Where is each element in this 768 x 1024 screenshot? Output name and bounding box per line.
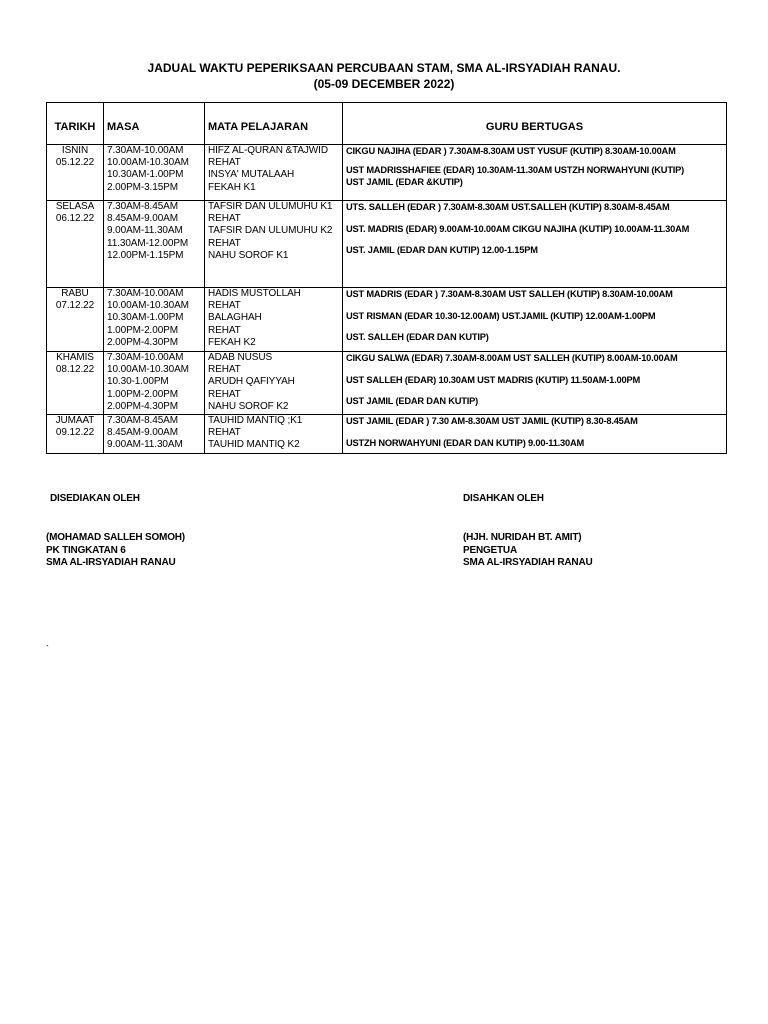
subject: REHAT <box>208 237 241 249</box>
time-slot: 10.00AM-10.30AM <box>107 300 189 312</box>
day-name: KHAMIS <box>56 352 94 363</box>
subject: HADIS MUSTOLLAH <box>208 288 301 299</box>
preparer-name: (MOHAMAD SALLEH SOMOH) <box>46 532 185 543</box>
approver-position: PENGETUA <box>463 544 517 556</box>
time-slot: 2.00PM-3.15PM <box>107 181 178 193</box>
time-slot: 1.00PM-2.00PM <box>107 324 178 336</box>
subject: NAHU SOROF K2 <box>208 400 289 412</box>
time-slot: 2.00PM-4.30PM <box>107 336 178 348</box>
approved-by-label: DISAHKAN OLEH <box>463 493 544 504</box>
duty-entry: CIKGU NAJIHA (EDAR ) 7.30AM-8.30AM UST YUSUF (KUTIP) 8.30AM-10.00AM <box>346 146 676 156</box>
subject: TAUHID MANTIQ K2 <box>208 439 300 451</box>
table-header-row <box>47 103 727 145</box>
preparer-signature-block <box>46 532 185 570</box>
duty-entry: UTS. SALLEH (EDAR ) 7.30AM-8.30AM UST.SALLEH (KUTIP) 8.30AM-8.45AM <box>346 202 670 212</box>
duty-entry: UST MADRISSHAFIEE (EDAR) 10.30AM-11.30AM USTZH NORWAHYUNI (KUTIP) <box>346 164 685 175</box>
approver-name: (HJH. NURIDAH BT. AMIT) <box>463 532 582 543</box>
time-slot: 7.30AM-10.00AM <box>107 288 184 299</box>
subject: REHAT <box>208 324 241 336</box>
time-slot: 8.45AM-9.00AM <box>107 213 178 225</box>
duty-entry: UST. SALLEH (EDAR DAN KUTIP) <box>346 332 489 342</box>
subject: REHAT <box>208 213 241 225</box>
approver-signature-block <box>463 532 593 570</box>
time-slot: 9.00AM-11.30AM <box>107 439 183 451</box>
exam-timetable <box>46 102 727 454</box>
date: 08.12.22 <box>55 364 95 376</box>
subject: REHAT <box>208 157 241 169</box>
subject-cell <box>205 415 343 454</box>
time-slot: 7.30AM-8.45AM <box>107 201 178 212</box>
approver-school: SMA AL-IRSYADIAH RANAU <box>463 557 593 568</box>
subject: ADAB NUSUS <box>208 352 273 363</box>
time-slot: 1.00PM-2.00PM <box>107 388 178 400</box>
duty-entry: UST JAMIL (EDAR DAN KUTIP) <box>346 396 479 406</box>
subject: TAUHID MANTIQ ;K1 <box>208 415 303 426</box>
date-cell <box>47 352 104 415</box>
subject: INSYA' MUTALAAH <box>208 169 295 181</box>
stray-mark: ` <box>46 644 49 654</box>
preparer-position: PK TINGKATAN 6 <box>46 544 126 556</box>
duty-entry: UST JAMIL (EDAR &KUTIP) <box>346 177 463 187</box>
time-cell <box>104 145 205 201</box>
time-cell <box>104 352 205 415</box>
time-slot: 8.45AM-9.00AM <box>107 427 178 439</box>
document-date-range: (05-09 DECEMBER 2022) <box>313 77 455 91</box>
subject: REHAT <box>208 388 241 400</box>
duty-entry: UST. JAMIL (EDAR DAN KUTIP) 12.00-1.15PM <box>346 245 538 255</box>
time-slot: 7.30AM-8.45AM <box>107 415 178 426</box>
duty-teacher-cell <box>343 352 727 415</box>
time-slot: 10.00AM-10.30AM <box>107 364 189 376</box>
duty-entry: UST SALLEH (EDAR) 10.30AM UST MADRIS (KUTIP) 11.50AM-1.00PM <box>346 374 641 385</box>
time-slot: 10.30AM-1.00PM <box>107 312 184 324</box>
duty-entry: UST RISMAN (EDAR 10.30-12.00AM) UST.JAMIL (KUTIP) 12.00AM-1.00PM <box>346 310 656 321</box>
prepared-by-label: DISEDIAKAN OLEH <box>50 493 140 504</box>
date: 06.12.22 <box>55 213 95 225</box>
duty-entry: UST. MADRIS (EDAR) 9.00AM-10.00AM CIKGU NAJIHA (KUTIP) 10.00AM-11.30AM <box>346 223 690 234</box>
duty-teacher-cell <box>343 288 727 352</box>
table-row <box>47 145 727 201</box>
subject: TAFSIR DAN ULUMUHU K2 <box>208 225 333 237</box>
time-cell <box>104 288 205 352</box>
time-slot: 10.30-1.00PM <box>107 376 169 388</box>
header-guru-bertugas: GURU BERTUGAS <box>343 103 727 145</box>
time-slot: 11.30AM-12.00PM <box>107 237 189 249</box>
subject: FEKAH K1 <box>208 181 256 193</box>
time-cell <box>104 415 205 454</box>
duty-entry: UST MADRIS (EDAR ) 7.30AM-8.30AM UST SALLEH (KUTIP) 8.30AM-10.00AM <box>346 289 673 299</box>
time-slot: 12.00PM-1.15PM <box>107 249 184 261</box>
time-cell <box>104 201 205 288</box>
time-slot: 10.00AM-10.30AM <box>107 157 189 169</box>
date: 07.12.22 <box>55 300 95 312</box>
time-slot: 7.30AM-10.00AM <box>107 145 184 156</box>
subject-cell <box>205 352 343 415</box>
subject-cell <box>205 145 343 201</box>
date: 09.12.22 <box>55 427 95 439</box>
table-row <box>47 288 727 352</box>
header-tarikh: TARIKH <box>47 103 104 145</box>
subject: NAHU SOROF K1 <box>208 249 289 261</box>
subject: TAFSIR DAN ULUMUHU K1 <box>208 201 333 212</box>
subject: REHAT <box>208 364 241 376</box>
date: 05.12.22 <box>55 157 95 169</box>
preparer-school: SMA AL-IRSYADIAH RANAU <box>46 557 176 568</box>
day-name: JUMAAT <box>55 415 95 426</box>
subject-cell <box>205 201 343 288</box>
duty-entry: CIKGU SALWA (EDAR) 7.30AM-8.00AM UST SALLEH (KUTIP) 8.00AM-10.00AM <box>346 353 678 363</box>
time-slot: 7.30AM-10.00AM <box>107 352 184 363</box>
duty-entry: UST JAMIL (EDAR ) 7.30 AM-8.30AM UST JAMIL (KUTIP) 8.30-8.45AM <box>346 416 638 426</box>
duty-teacher-cell <box>343 415 727 454</box>
subject: ARUDH QAFIYYAH <box>208 376 295 388</box>
date-cell <box>47 288 104 352</box>
date-cell <box>47 415 104 454</box>
day-name: RABU <box>61 288 89 299</box>
subject-cell <box>205 288 343 352</box>
table-row <box>47 352 727 415</box>
header-mata-pelajaran: MATA PELAJARAN <box>205 103 343 145</box>
duty-entry: USTZH NORWAHYUNI (EDAR DAN KUTIP) 9.00-11.30AM <box>346 437 585 448</box>
document-title: JADUAL WAKTU PEPERIKSAAN PERCUBAAN STAM, SMA AL-IRSYADIAH RANAU. <box>147 61 621 75</box>
time-slot: 10.30AM-1.00PM <box>107 169 184 181</box>
time-slot: 9.00AM-11.30AM <box>107 225 183 237</box>
header-masa: MASA <box>104 103 205 145</box>
duty-teacher-cell <box>343 201 727 288</box>
date-cell <box>47 201 104 288</box>
day-name: ISNIN <box>61 145 89 156</box>
subject: FEKAH K2 <box>208 336 256 348</box>
day-name: SELASA <box>55 201 95 212</box>
subject: HIFZ AL-QURAN &TAJWID <box>208 145 328 156</box>
subject: REHAT <box>208 300 241 312</box>
table-row <box>47 201 727 288</box>
date-cell <box>47 145 104 201</box>
time-slot: 2.00PM-4.30PM <box>107 400 178 412</box>
table-row <box>47 415 727 454</box>
subject: BALAGHAH <box>208 312 262 324</box>
duty-teacher-cell <box>343 145 727 201</box>
subject: REHAT <box>208 427 241 439</box>
